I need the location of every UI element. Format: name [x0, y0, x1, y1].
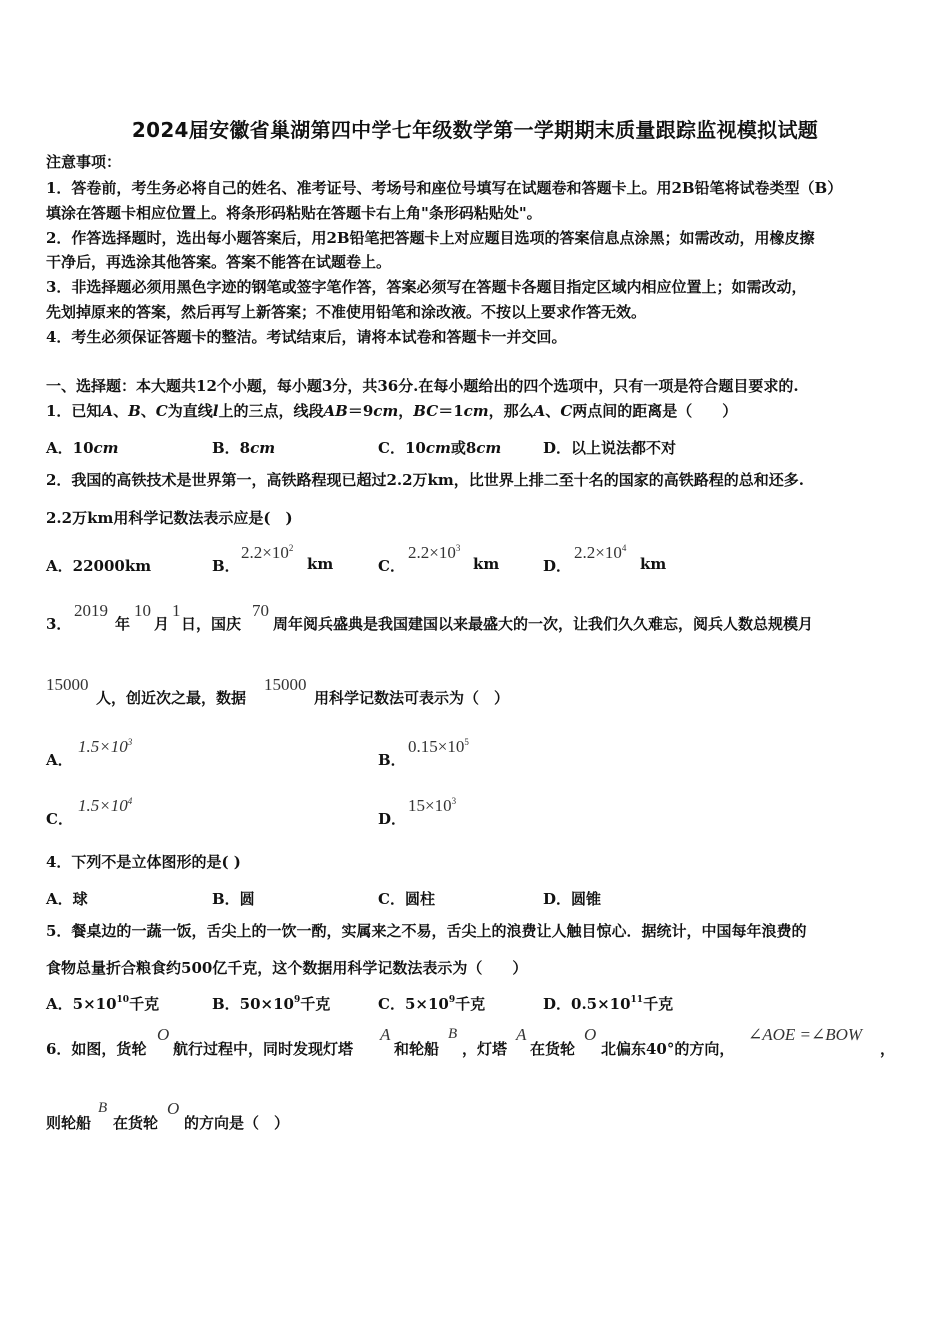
q4-option-d[interactable]: D．圆锥 [543, 890, 602, 908]
q1-option-b[interactable]: B．8cm [212, 439, 276, 457]
q3-number: 3． [46, 615, 72, 633]
q3-option-b-math: $0.15\times 10^5$ [408, 737, 469, 756]
q3-option-a-label[interactable]: A． [46, 751, 73, 769]
q2-option-c-label[interactable]: C． [378, 557, 405, 575]
question-2-line-2: 2.2万km用科学记数法表示应是( ) [46, 509, 293, 527]
q3-line-2-rest: 用科学记数法可表示为（ ） [314, 689, 510, 707]
q6-angle-equation: ∠AOE =∠BOW [748, 1025, 863, 1044]
q6-part-3: 和轮船 [394, 1040, 440, 1058]
q3-line-1-rest: 周年阅兵盛典是我国建国以来最盛大的一次，让我们久久难忘，阅兵人数总规模月 [273, 615, 814, 633]
q3-line-2-mid: 人，创近次之最，数据 [96, 689, 247, 707]
q2-option-b-label[interactable]: B． [212, 557, 240, 575]
q4-option-b[interactable]: B．圆 [212, 890, 255, 908]
q3-nian: 年 [115, 615, 131, 633]
q6-var-b1: B [448, 1026, 458, 1042]
q6-var-a1: A [380, 1025, 391, 1044]
q5-option-c[interactable]: C．$5\times 10^9$千克 [378, 995, 486, 1013]
q2-option-d-math: $2.2\times 10^4$ [574, 543, 627, 562]
q3-seventy: 70 [252, 601, 269, 620]
notes-line-1a: 1．答卷前，考生务必将自己的姓名、准考证号、考场号和座位号填写在试题卷和答题卡上。用2B铅笔将试卷类型（B） [46, 179, 843, 197]
q2-option-c-math: $2.2\times 10^3$ [408, 543, 461, 562]
q6-part-5: 在货轮 [530, 1040, 576, 1058]
notes-line-3a: 3．非选择题必须用黑色字迹的钢笔或签字笔作答，答案必须写在答题卡各题目指定区域内相应位置上；如需改动， [46, 278, 807, 296]
q1-option-c[interactable]: C．10cm或8cm [378, 439, 502, 457]
q6-var-o3: O [167, 1099, 180, 1118]
q2-option-c-unit: km [473, 555, 500, 573]
notes-line-4: 4．考生必须保证答题卡的整洁。考试结束后，请将本试卷和答题卡一并交回。 [46, 328, 567, 346]
q2-option-a[interactable]: A．22000km [46, 557, 152, 575]
q5-option-d[interactable]: D．$0.5\times 10^{11}$千克 [543, 995, 674, 1013]
question-4-stem: 4．下列不是立体图形的是( ) [46, 853, 241, 871]
q6-part-1: 6．如图，货轮 [46, 1040, 147, 1058]
q3-option-a-math: $1.5\times 10^3$ [78, 737, 133, 756]
question-5-line-2: 食物总量折合粮食约500亿千克，这个数据用科学记数法表示为（ ） [46, 959, 528, 977]
q6-var-a2: A [516, 1025, 527, 1044]
q3-number-2: 15000 [264, 675, 307, 694]
q3-number-1: 15000 [46, 675, 89, 694]
q3-ri: 日，国庆 [181, 615, 242, 633]
q6-comma: ， [880, 1040, 896, 1058]
q6-var-o1: O [157, 1025, 170, 1044]
q4-option-a[interactable]: A．球 [46, 890, 88, 908]
q6-line-2-part-2: 在货轮 [113, 1114, 159, 1132]
notes-line-1b: 填涂在答题卡相应位置上。将条形码粘贴在答题卡右上角"条形码粘贴处"。 [46, 204, 542, 222]
q6-part-4: ，灯塔 [462, 1040, 508, 1058]
notes-line-2b: 干净后，再选涂其他答案。答案不能答在试题卷上。 [46, 253, 392, 271]
q3-option-d-math: $15\times 10^3$ [408, 796, 457, 815]
q3-option-c-label[interactable]: C． [46, 810, 73, 828]
q3-day: 1 [172, 601, 181, 620]
q3-option-b-label[interactable]: B． [378, 751, 406, 769]
q2-option-b-math: $2.2\times 10^2$ [241, 543, 294, 562]
notes-line-3b: 先划掉原来的答案，然后再写上新答案；不准使用铅笔和涂改液。不按以上要求作答无效。 [46, 303, 647, 321]
section-heading: 一、选择题：本大题共12个小题，每小题3分，共36分.在每小题给出的四个选项中，只有一项是符合题目要求的. [46, 377, 799, 395]
q4-option-c[interactable]: C．圆柱 [378, 890, 435, 908]
q3-yue: 月 [154, 615, 170, 633]
q3-option-c-math: $1.5\times 10^4$ [78, 796, 133, 815]
q6-line-2-part-1: 则轮船 [46, 1114, 92, 1132]
question-5-line-1: 5．餐桌边的一蔬一饭，舌尖上的一饮一酌，实属来之不易，舌尖上的浪费让人触目惊心．据统计，中国每年浪费的 [46, 922, 807, 940]
notes-line-2a: 2．作答选择题时，选出每小题答案后，用2B铅笔把答题卡上对应题目选项的答案信息点涂黑；如需改动，用橡皮擦 [46, 229, 815, 247]
page-title: 2024届安徽省巢湖第四中学七年级数学第一学期期末质量跟踪监视模拟试题 [131, 118, 819, 142]
q6-var-o2: O [584, 1025, 597, 1044]
q3-month: 10 [134, 601, 151, 620]
q5-option-b[interactable]: B．$50\times 10^9$千克 [212, 995, 331, 1013]
q2-option-d-label[interactable]: D． [543, 557, 572, 575]
q6-part-2: 航行过程中，同时发现灯塔 [173, 1040, 354, 1058]
q6-line-2-part-3: 的方向是（ ） [184, 1114, 290, 1132]
q1-option-d[interactable]: D．以上说法都不对 [543, 439, 677, 457]
q1-option-a[interactable]: A．10cm [46, 439, 119, 457]
q6-part-6: 北偏东40°的方向， [601, 1040, 735, 1058]
q3-year: 2019 [74, 601, 108, 620]
question-1-stem: 1．已知A、B、C为直线l上的三点，线段AB＝9cm，BC＝1cm，那么A、C两点间的距离是（ ） [46, 402, 738, 420]
q2-option-b-unit: km [307, 555, 334, 573]
q5-option-a[interactable]: A．$5\times 10^{10}$千克 [46, 995, 160, 1013]
q6-var-b2: B [98, 1100, 108, 1116]
notes-heading: 注意事项： [46, 153, 122, 171]
q2-option-d-unit: km [640, 555, 667, 573]
q3-option-d-label[interactable]: D． [378, 810, 407, 828]
question-2-line-1: 2．我国的高铁技术是世界第一，高铁路程现已超过2.2万km，比世界上排二至十名的国家的高铁路程的总和还多. [46, 471, 805, 489]
